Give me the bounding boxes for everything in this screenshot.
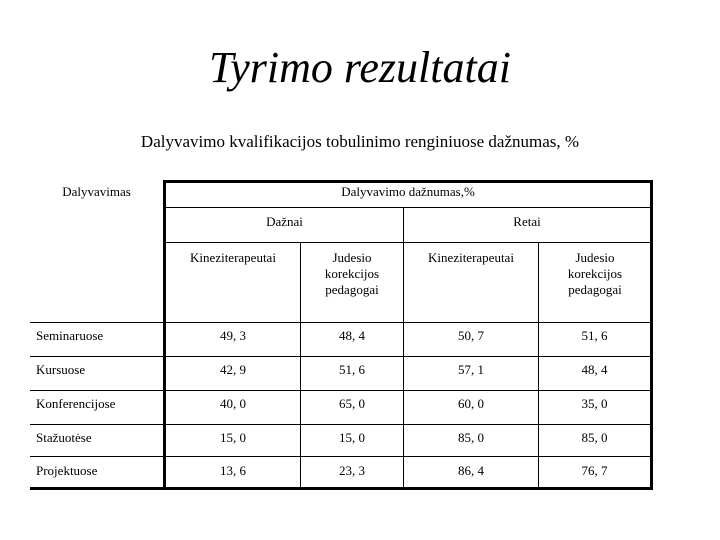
table-rule — [30, 456, 650, 457]
table-cell: 15, 0 — [220, 430, 246, 445]
row-label: Stažuotėse — [36, 430, 92, 445]
header-often: Dažnai — [266, 214, 303, 229]
header-sub: Kineziterapeutai — [428, 250, 514, 265]
table-cell: 48, 4 — [339, 328, 365, 343]
table-cell: 76, 7 — [581, 463, 608, 478]
table-cell: 86, 4 — [458, 463, 484, 478]
header-sub: Kineziterapeutai — [190, 250, 276, 265]
table-rule — [30, 390, 650, 391]
table-cell: 51, 6 — [581, 328, 608, 343]
results-table — [30, 180, 653, 490]
row-label: Konferencijose — [36, 396, 116, 411]
table-cell: 85, 0 — [458, 430, 484, 445]
table-cell: 48, 4 — [581, 362, 608, 377]
table-cell: 65, 0 — [339, 396, 365, 411]
table-rule — [30, 322, 650, 323]
header-rarely: Retai — [513, 214, 541, 229]
slide-title: Tyrimo rezultatai — [209, 43, 511, 92]
row-label: Seminaruose — [36, 328, 104, 343]
table-cell: 85, 0 — [581, 430, 608, 445]
table-cell: 42, 9 — [220, 362, 246, 377]
table-border-top — [165, 180, 650, 183]
header-group: Dalyvavimo dažnumas,% — [341, 184, 475, 199]
row-label: Kursuose — [36, 362, 86, 377]
table-rule — [165, 242, 650, 243]
table-cell: 35, 0 — [581, 396, 608, 411]
table-cell: 49, 3 — [220, 328, 246, 343]
table-cell: 57, 1 — [458, 362, 484, 377]
table-cell: 40, 0 — [220, 396, 246, 411]
table-caption: Dalyvavimo kvalifikacijos tobulinimo renginiuose dažnumas, % — [140, 132, 580, 151]
table-cell: 50, 7 — [458, 328, 484, 343]
header-sub: Judesio korekcijos pedagogai — [567, 250, 623, 297]
row-label: Projektuose — [36, 463, 98, 478]
table-cell: 23, 3 — [339, 463, 365, 478]
table-rule — [165, 207, 650, 208]
header-sub: Judesio korekcijos pedagogai — [324, 250, 380, 297]
table-cell: 13, 6 — [220, 463, 246, 478]
table-cell: 51, 6 — [339, 362, 365, 377]
table-rule — [30, 424, 650, 425]
header-dalyvavimas: Dalyvavimas — [62, 184, 131, 199]
table-rule — [30, 356, 650, 357]
table-cell: 15, 0 — [339, 430, 365, 445]
table-cell: 60, 0 — [458, 396, 484, 411]
